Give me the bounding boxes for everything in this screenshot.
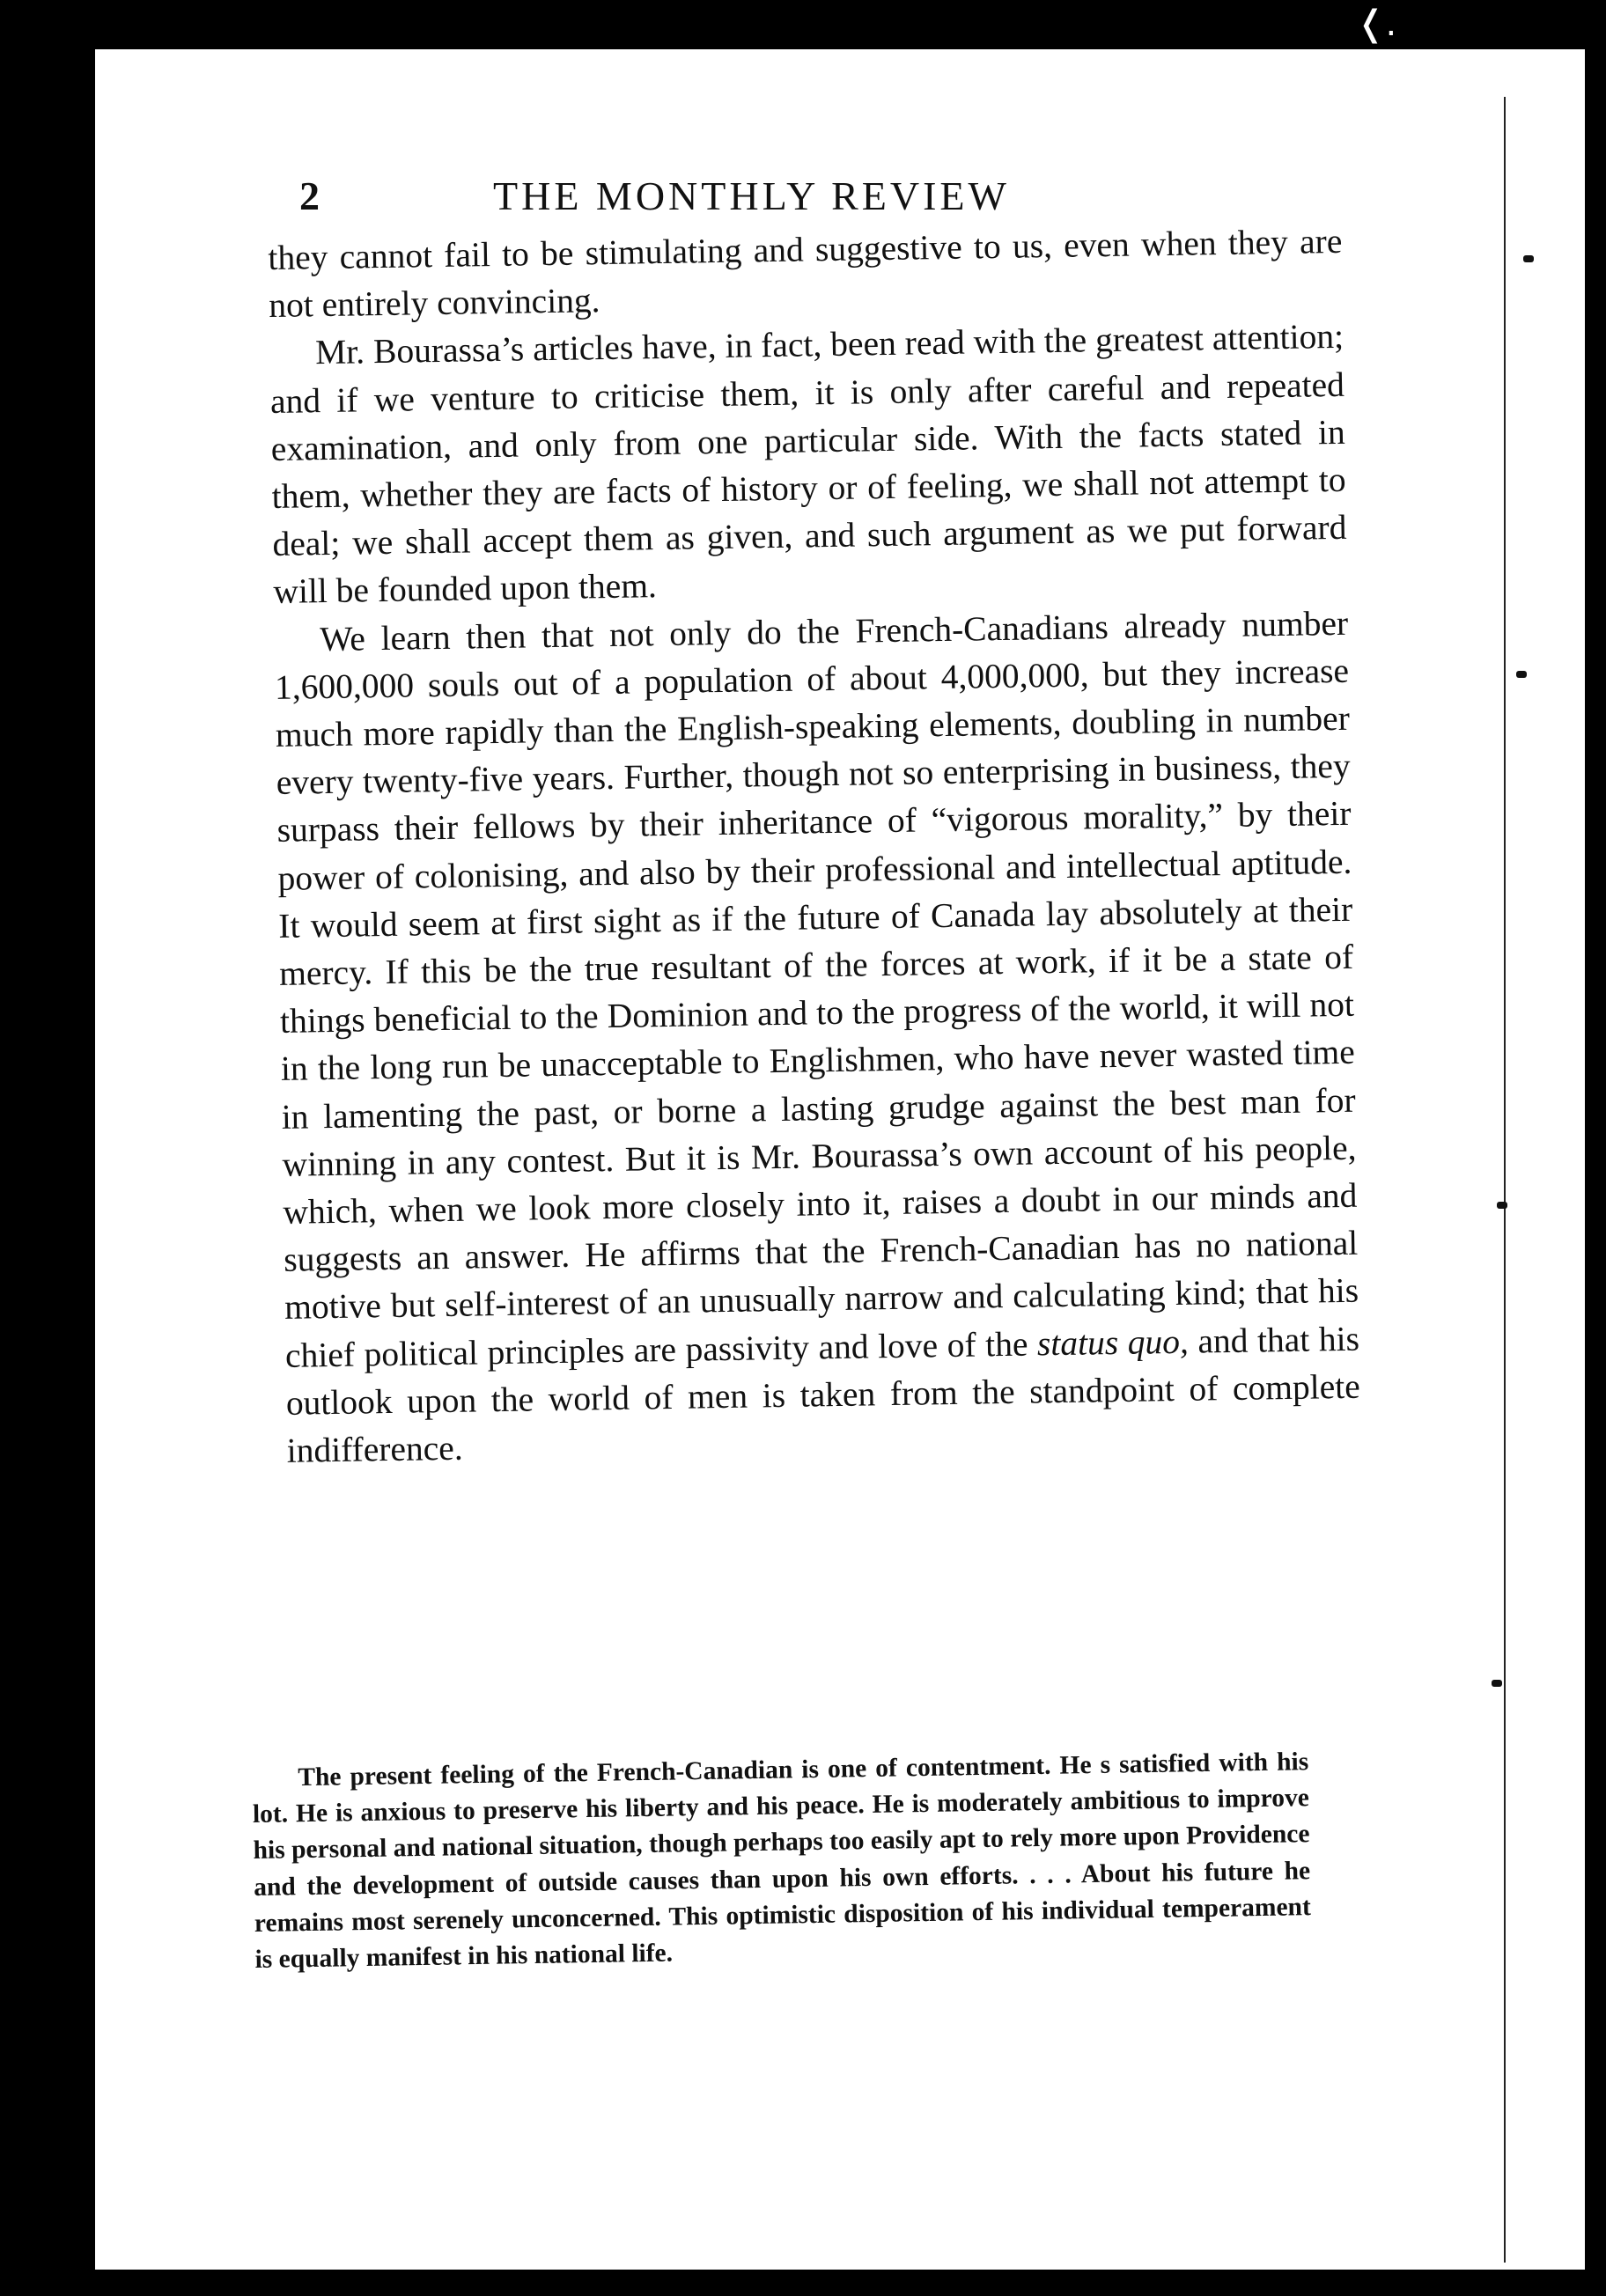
scan-corner-mark: ❬. — [1356, 4, 1397, 44]
paragraph-text: and that his outlook upon the world of men is taken from the standpoint of complete indifference. — [285, 1319, 1361, 1470]
scan-border-left — [0, 0, 95, 2296]
edge-mark — [1516, 671, 1527, 678]
paragraph-text: We learn then that not only do the French-Canadians already number 1,600,000 souls out of a population of about 4,000,000, but they increase much more rapidly than the English-speaking elements, doubling in number every twenty-five years. Further, though not so enterprising in business, they surpass their fellows by their inheritance of “vigorous morality,” by their power of colonising, and also by their professional and intellectual aptitude. It would seem at first sight as if the future of Canada lay absolutely at their mercy. If this be the true resultant of the forces at work, if it be a state of things beneficial to the Dominion and to the progress of the world, it will not in the long run be unacceptable to Englishmen, who have never wasted time in lamenting the past, or borne a lasting grudge against the best man for winning in any contest. But it is Mr. Bourassa’s own account of his people, which, when we look more closely into it, raises a doubt in our minds and suggests an answer. He affirms that the French-Canadian has no national motive but self-interest of an unusually narrow and calculating kind; that his chief political principles are passivity and love of the — [274, 603, 1359, 1375]
running-head: THE MONTHLY REVIEW — [493, 173, 1010, 218]
edge-mark — [1492, 1680, 1502, 1687]
italic-phrase: status quo, — [1036, 1321, 1190, 1364]
paragraph — [274, 599, 1361, 1475]
adjacent-page-edge — [1504, 97, 1506, 2263]
edge-mark — [1523, 255, 1534, 262]
paragraph-continued: they cannot fail to be stimulating and suggestive to us, even when they are not entirely convincing. — [268, 221, 1343, 326]
scan-border-right — [1585, 0, 1606, 2296]
body-text — [268, 217, 1361, 1475]
paragraph: Mr. Bourassa’s articles have, in fact, been read with the greatest attention; and if we venture to criticise them, it is only after careful and repeated examination, and only from one particular side. With the facts stated in them, whether they are facts of history or of feeling, we shall not attempt to deal; we shall accept them as given, and such argument as we put forward will be founded upon them. — [269, 317, 1347, 612]
block-quote — [252, 1744, 1312, 1978]
scan-border-bottom — [0, 2270, 1606, 2296]
edge-mark — [1497, 1202, 1507, 1209]
quote-text: The present feeling of the French-Canadian is one of contentment. He s satisfied with his lot. He is anxious to preserve his liberty and his peace. He is moderately ambitious to improve his personal and national situation, though perhaps too easily apt to rely more upon Providence and the development of outside causes than upon his own efforts. . . . About his future he remains most serenely unconcerned. This optimistic disposition of his individual temperament is equally manifest in his national life. — [252, 1748, 1312, 1974]
page-number: 2 — [299, 173, 323, 218]
